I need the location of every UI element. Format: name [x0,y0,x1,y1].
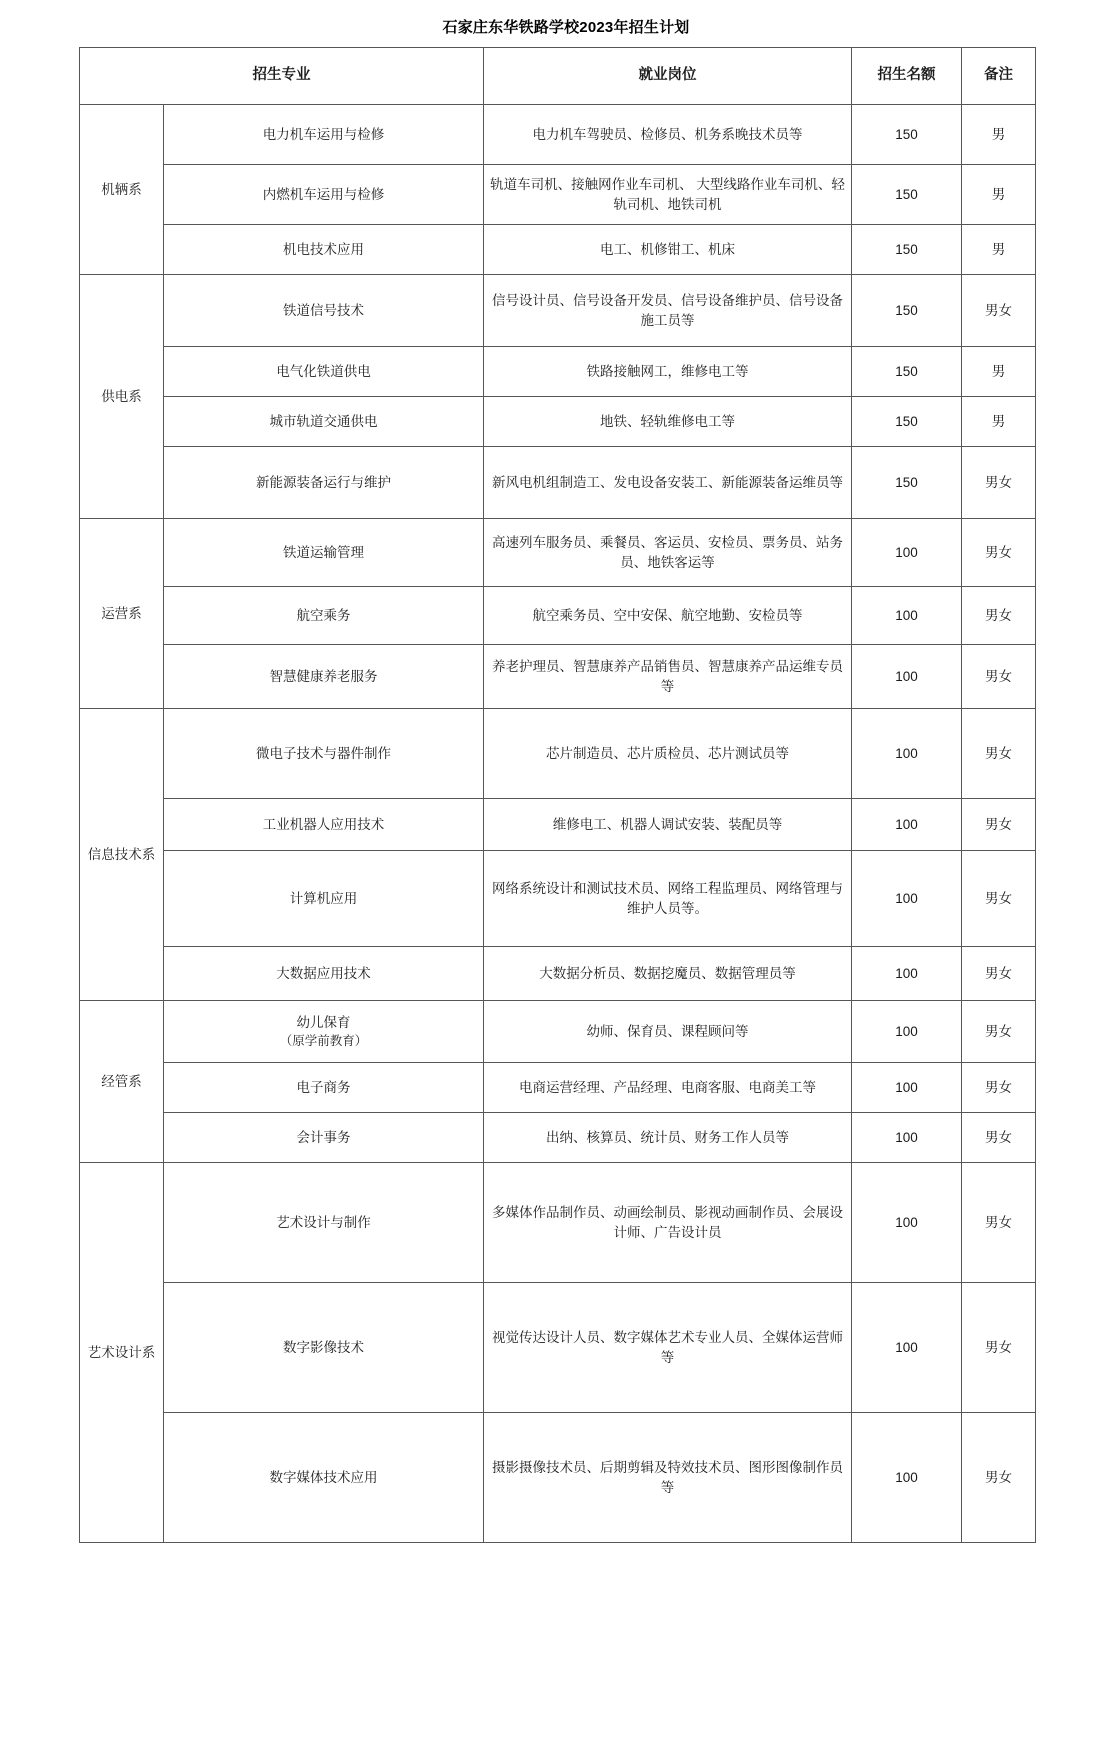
table-row [80,105,1036,165]
admissions-table-wrapper [79,47,1035,1543]
remark-cell: 男女 [962,1283,1036,1413]
department-name-cell: 经管系 [80,1001,164,1163]
quota-cell: 100 [852,1283,962,1413]
remark-cell: 男女 [962,645,1036,709]
column-header-remark: 备注 [962,48,1036,105]
remark-cell: 男女 [962,1063,1036,1113]
major-cell: 机电技术应用 [164,225,484,275]
job-positions-cell: 幼师、保育员、课程顾问等 [484,1001,852,1063]
quota-cell: 100 [852,851,962,947]
column-header-major: 招生专业 [80,48,484,105]
table-row [80,519,1036,587]
quota-cell: 100 [852,1001,962,1063]
job-positions-cell: 电商运营经理、产品经理、电商客服、电商美工等 [484,1063,852,1113]
table-row [80,709,1036,799]
department-name-cell: 艺术设计系 [80,1163,164,1543]
job-positions-cell: 高速列车服务员、乘餐员、客运员、安检员、票务员、站务员、地铁客运等 [484,519,852,587]
table-row [80,1413,1036,1543]
remark-cell: 男女 [962,947,1036,1001]
major-note: （原学前教育） [279,1034,368,1049]
job-positions-cell: 铁路接触网工，维修电工等 [484,347,852,397]
job-positions-cell: 摄影摄像技术员、后期剪辑及特效技术员、图形图像制作员等 [484,1413,852,1543]
job-positions-cell: 养老护理员、智慧康养产品销售员、智慧康养产品运维专员等 [484,645,852,709]
quota-cell: 100 [852,519,962,587]
table-row [80,275,1036,347]
remark-cell: 男女 [962,447,1036,519]
remark-cell: 男女 [962,587,1036,645]
quota-cell: 150 [852,105,962,165]
table-row [80,1063,1036,1113]
remark-cell: 男 [962,397,1036,447]
table-row [80,1163,1036,1283]
quota-cell: 150 [852,397,962,447]
quota-cell: 100 [852,1163,962,1283]
department-name-cell: 供电系 [80,275,164,519]
remark-cell: 男女 [962,1113,1036,1163]
quota-cell: 150 [852,165,962,225]
column-header-quota: 招生名额 [852,48,962,105]
table-body [80,105,1036,1543]
column-header-job: 就业岗位 [484,48,852,105]
major-cell: 电力机车运用与检修 [164,105,484,165]
quota-cell: 100 [852,799,962,851]
major-cell: 计算机应用 [164,851,484,947]
major-cell: 电子商务 [164,1063,484,1113]
remark-cell: 男 [962,347,1036,397]
table-row [80,225,1036,275]
remark-cell: 男女 [962,799,1036,851]
quota-cell: 150 [852,347,962,397]
major-cell: 数字媒体技术应用 [164,1413,484,1543]
major-cell: 航空乘务 [164,587,484,645]
quota-cell: 100 [852,1113,962,1163]
table-header-row [80,48,1036,105]
table-row [80,447,1036,519]
quota-cell: 100 [852,1063,962,1113]
quota-cell: 100 [852,587,962,645]
remark-cell: 男女 [962,519,1036,587]
department-name-cell: 信息技术系 [80,709,164,1001]
major-cell: 数字影像技术 [164,1283,484,1413]
quota-cell: 150 [852,225,962,275]
major-cell: 工业机器人应用技术 [164,799,484,851]
job-positions-cell: 电力机车驾驶员、检修员、机务系晚技术员等 [484,105,852,165]
department-name-cell: 机辆系 [80,105,164,275]
quota-cell: 100 [852,709,962,799]
job-positions-cell: 维修电工、机器人调试安装、装配员等 [484,799,852,851]
remark-cell: 男 [962,165,1036,225]
remark-cell: 男女 [962,1413,1036,1543]
major-cell: 内燃机车运用与检修 [164,165,484,225]
job-positions-cell: 出纳、核算员、统计员、财务工作人员等 [484,1113,852,1163]
job-positions-cell: 轨道车司机、接触网作业车司机、 大型线路作业车司机、轻轨司机、地铁司机 [484,165,852,225]
job-positions-cell: 网络系统设计和测试技术员、网络工程监理员、网络管理与维护人员等。 [484,851,852,947]
job-positions-cell: 信号设计员、信号设备开发员、信号设备维护员、信号设备施工员等 [484,275,852,347]
remark-cell: 男 [962,225,1036,275]
job-positions-cell: 芯片制造员、芯片质检员、芯片测试员等 [484,709,852,799]
admissions-plan-table [79,47,1036,1543]
job-positions-cell: 航空乘务员、空中安保、航空地勤、安检员等 [484,587,852,645]
table-row [80,1113,1036,1163]
table-row [80,851,1036,947]
page-title: 石家庄东华铁路学校2023年招生计划 [442,19,690,36]
remark-cell: 男女 [962,709,1036,799]
job-positions-cell: 电工、机修钳工、机床 [484,225,852,275]
table-row [80,397,1036,447]
table-row [80,645,1036,709]
major-cell: 艺术设计与制作 [164,1163,484,1283]
remark-cell: 男女 [962,275,1036,347]
remark-cell: 男女 [962,851,1036,947]
major-cell: 大数据应用技术 [164,947,484,1001]
major-name: 幼儿保育 [296,1014,351,1030]
remark-cell: 男女 [962,1001,1036,1063]
table-row [80,1001,1036,1063]
table-row [80,1283,1036,1413]
table-row [80,947,1036,1001]
job-positions-cell: 多媒体作品制作员、动画绘制员、影视动画制作员、会展设计师、广告设计员 [484,1163,852,1283]
table-header [80,48,1036,105]
major-cell: 新能源装备运行与维护 [164,447,484,519]
table-row [80,799,1036,851]
quota-cell: 150 [852,275,962,347]
major-cell: 电气化铁道供电 [164,347,484,397]
table-row [80,587,1036,645]
job-positions-cell: 大数据分析员、数据挖魔员、数据管理员等 [484,947,852,1001]
remark-cell: 男女 [962,1163,1036,1283]
major-cell: 铁道运输管理 [164,519,484,587]
major-cell: 智慧健康养老服务 [164,645,484,709]
major-cell: 微电子技术与器件制作 [164,709,484,799]
department-name-cell: 运营系 [80,519,164,709]
remark-cell: 男 [962,105,1036,165]
table-row [80,347,1036,397]
job-positions-cell: 新风电机组制造工、发电设备安装工、新能源装备运维员等 [484,447,852,519]
quota-cell: 150 [852,447,962,519]
job-positions-cell: 视觉传达设计人员、数字媒体艺术专业人员、全媒体运营师等 [484,1283,852,1413]
major-cell [164,1001,484,1063]
quota-cell: 100 [852,947,962,1001]
table-row [80,165,1036,225]
quota-cell: 100 [852,645,962,709]
major-cell: 城市轨道交通供电 [164,397,484,447]
major-cell: 铁道信号技术 [164,275,484,347]
major-cell: 会计事务 [164,1113,484,1163]
job-positions-cell: 地铁、轻轨维修电工等 [484,397,852,447]
quota-cell: 100 [852,1413,962,1543]
